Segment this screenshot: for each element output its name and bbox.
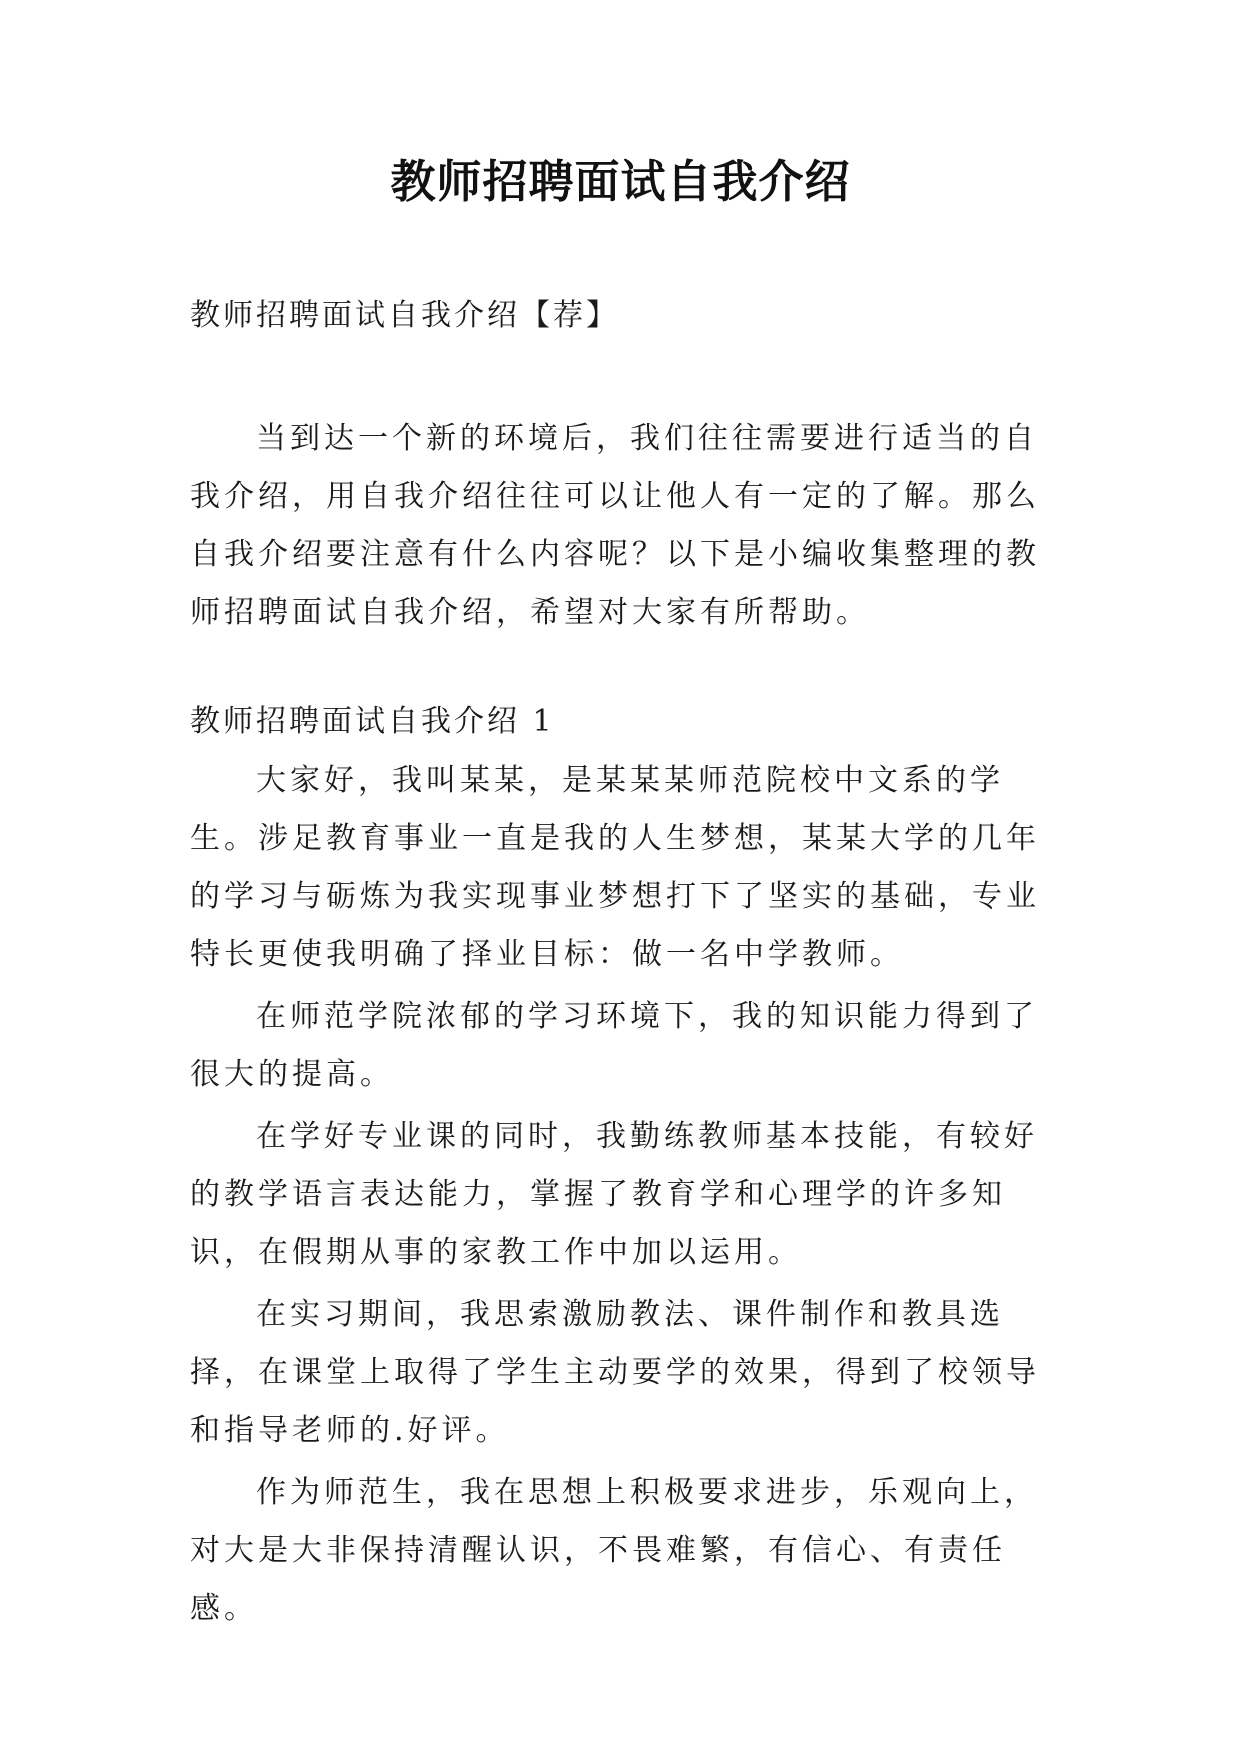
- body-paragraph: 在学好专业课的同时，我勤练教师基本技能，有较好的教学语言表达能力，掌握了教育学和心理学的许多知识，在假期从事的家教工作中加以运用。: [190, 1119, 1038, 1270]
- document-subtitle: 教师招聘面试自我介绍【荐】: [190, 298, 619, 333]
- body-paragraph: 作为师范生，我在思想上积极要求进步，乐观向上，对大是大非保持清醒认识，不畏难繁，有信心、有责任感。: [190, 1475, 1038, 1626]
- body-paragraph: 在实习期间，我思索激励教法、课件制作和教具选择，在课堂上取得了学生主动要学的效果，得到了校领导和指导老师的.好评。: [190, 1297, 1040, 1448]
- intro-paragraph: 当到达一个新的环境后，我们往往需要进行适当的自我介绍，用自我介绍往往可以让他人有一定的了解。那么自我介绍要注意有什么内容呢？以下是小编收集整理的教师招聘面试自我介绍，希望对大家有所帮助。: [190, 421, 1040, 630]
- section-body: [190, 752, 1070, 1638]
- body-paragraph: 在师范学院浓郁的学习环境下，我的知识能力得到了很大的提高。: [190, 999, 1038, 1092]
- section-heading: 教师招聘面试自我介绍 1: [190, 704, 555, 739]
- body-paragraph: 大家好，我叫某某，是某某某师范院校中文系的学生。涉足教育事业一直是我的人生梦想，某某大学的几年的学习与砺炼为我实现事业梦想打下了坚实的基础，专业特长更使我明确了择业目标：做一名中学教师。: [190, 763, 1040, 972]
- document-title: 教师招聘面试自我介绍: [390, 155, 851, 208]
